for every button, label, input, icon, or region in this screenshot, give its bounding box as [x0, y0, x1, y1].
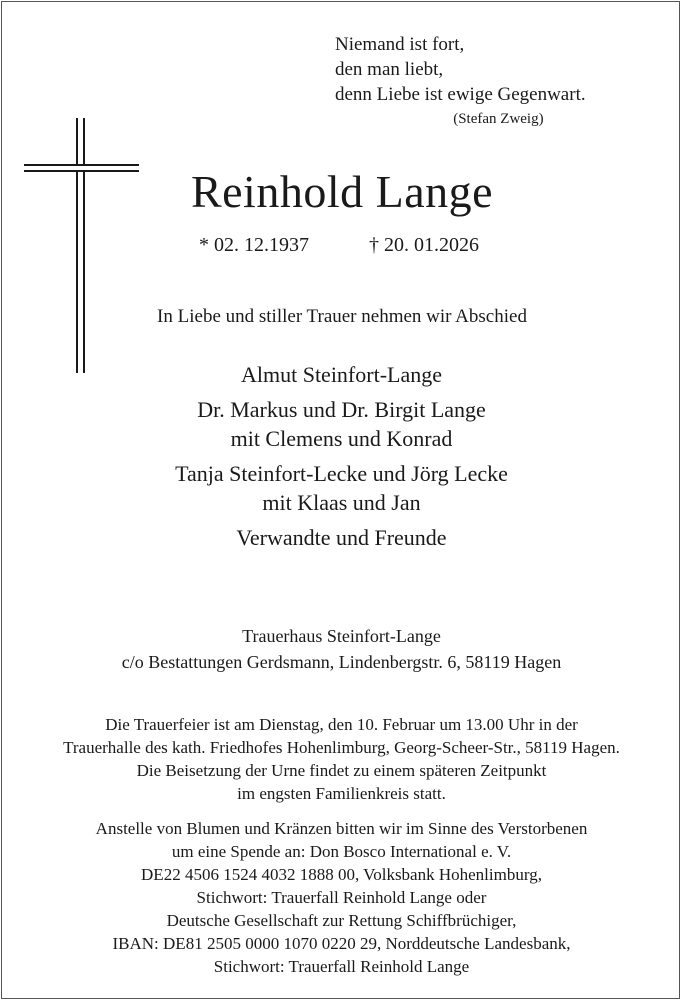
donation-line: um eine Spende an: Don Bosco International e. V.	[171, 842, 512, 861]
ceremony-line: im engsten Familienkreis statt.	[237, 784, 446, 803]
family-line: Tanja Steinfort-Lecke und Jörg Lecke	[175, 461, 508, 486]
donation-line: Deutsche Gesellschaft zur Rettung Schiffbrüchiger,	[166, 911, 517, 930]
ceremony-line: Die Beisetzung der Urne findet zu einem späteren Zeitpunkt	[136, 761, 547, 780]
donation-line: Stichwort: Trauerfall Reinhold Lange oder	[196, 888, 487, 907]
family-list	[2, 360, 681, 558]
quote-block	[335, 32, 586, 129]
quote-author: (Stefan Zweig)	[453, 111, 544, 127]
deceased-name: Reinhold Lange	[190, 166, 494, 217]
family-group	[2, 360, 681, 389]
family-group	[2, 459, 681, 517]
family-line: Dr. Markus und Dr. Birgit Lange	[197, 397, 486, 422]
family-group	[2, 395, 681, 453]
donation-info	[2, 817, 681, 978]
ceremony-line: Trauerhalle des kath. Friedhofes Hohenlimburg, Georg-Scheer-Str., 58119 Hagen.	[63, 738, 620, 757]
family-line: Verwandte und Freunde	[236, 525, 447, 550]
ceremony-line: Die Trauerfeier ist am Dienstag, den 10. Februar um 13.00 Uhr in der	[105, 715, 578, 734]
family-line: Almut Steinfort-Lange	[240, 362, 442, 387]
mourning-address	[2, 623, 681, 675]
quote-line: den man liebt,	[335, 59, 444, 80]
donation-line: DE22 4506 1524 4032 1888 00, Volksbank Hohenlimburg,	[141, 865, 542, 884]
donation-line: IBAN: DE81 2505 0000 1070 0220 29, Norddeutsche Landesbank,	[112, 934, 571, 953]
death-date: † 20. 01.2026	[369, 234, 479, 256]
quote-line: denn Liebe ist ewige Gegenwart.	[335, 84, 586, 105]
family-line: mit Klaas und Jan	[262, 490, 421, 515]
birth-date: * 02. 12.1937	[199, 234, 309, 256]
farewell-intro: In Liebe und stiller Trauer nehmen wir Abschied	[157, 306, 527, 327]
ceremony-info	[2, 713, 681, 805]
donation-line: Stichwort: Trauerfall Reinhold Lange	[213, 957, 470, 976]
donation-line: Anstelle von Blumen und Kränzen bitten wir im Sinne des Verstorbenen	[95, 819, 588, 838]
family-line: mit Clemens und Konrad	[230, 426, 453, 451]
quote-line: Niemand ist fort,	[335, 34, 465, 55]
address-line: Trauerhaus Steinfort-Lange	[242, 626, 441, 646]
obituary-notice	[1, 1, 680, 999]
address-line: c/o Bestattungen Gerdsmann, Lindenbergstr. 6, 58119 Hagen	[121, 652, 562, 672]
family-group	[2, 523, 681, 552]
